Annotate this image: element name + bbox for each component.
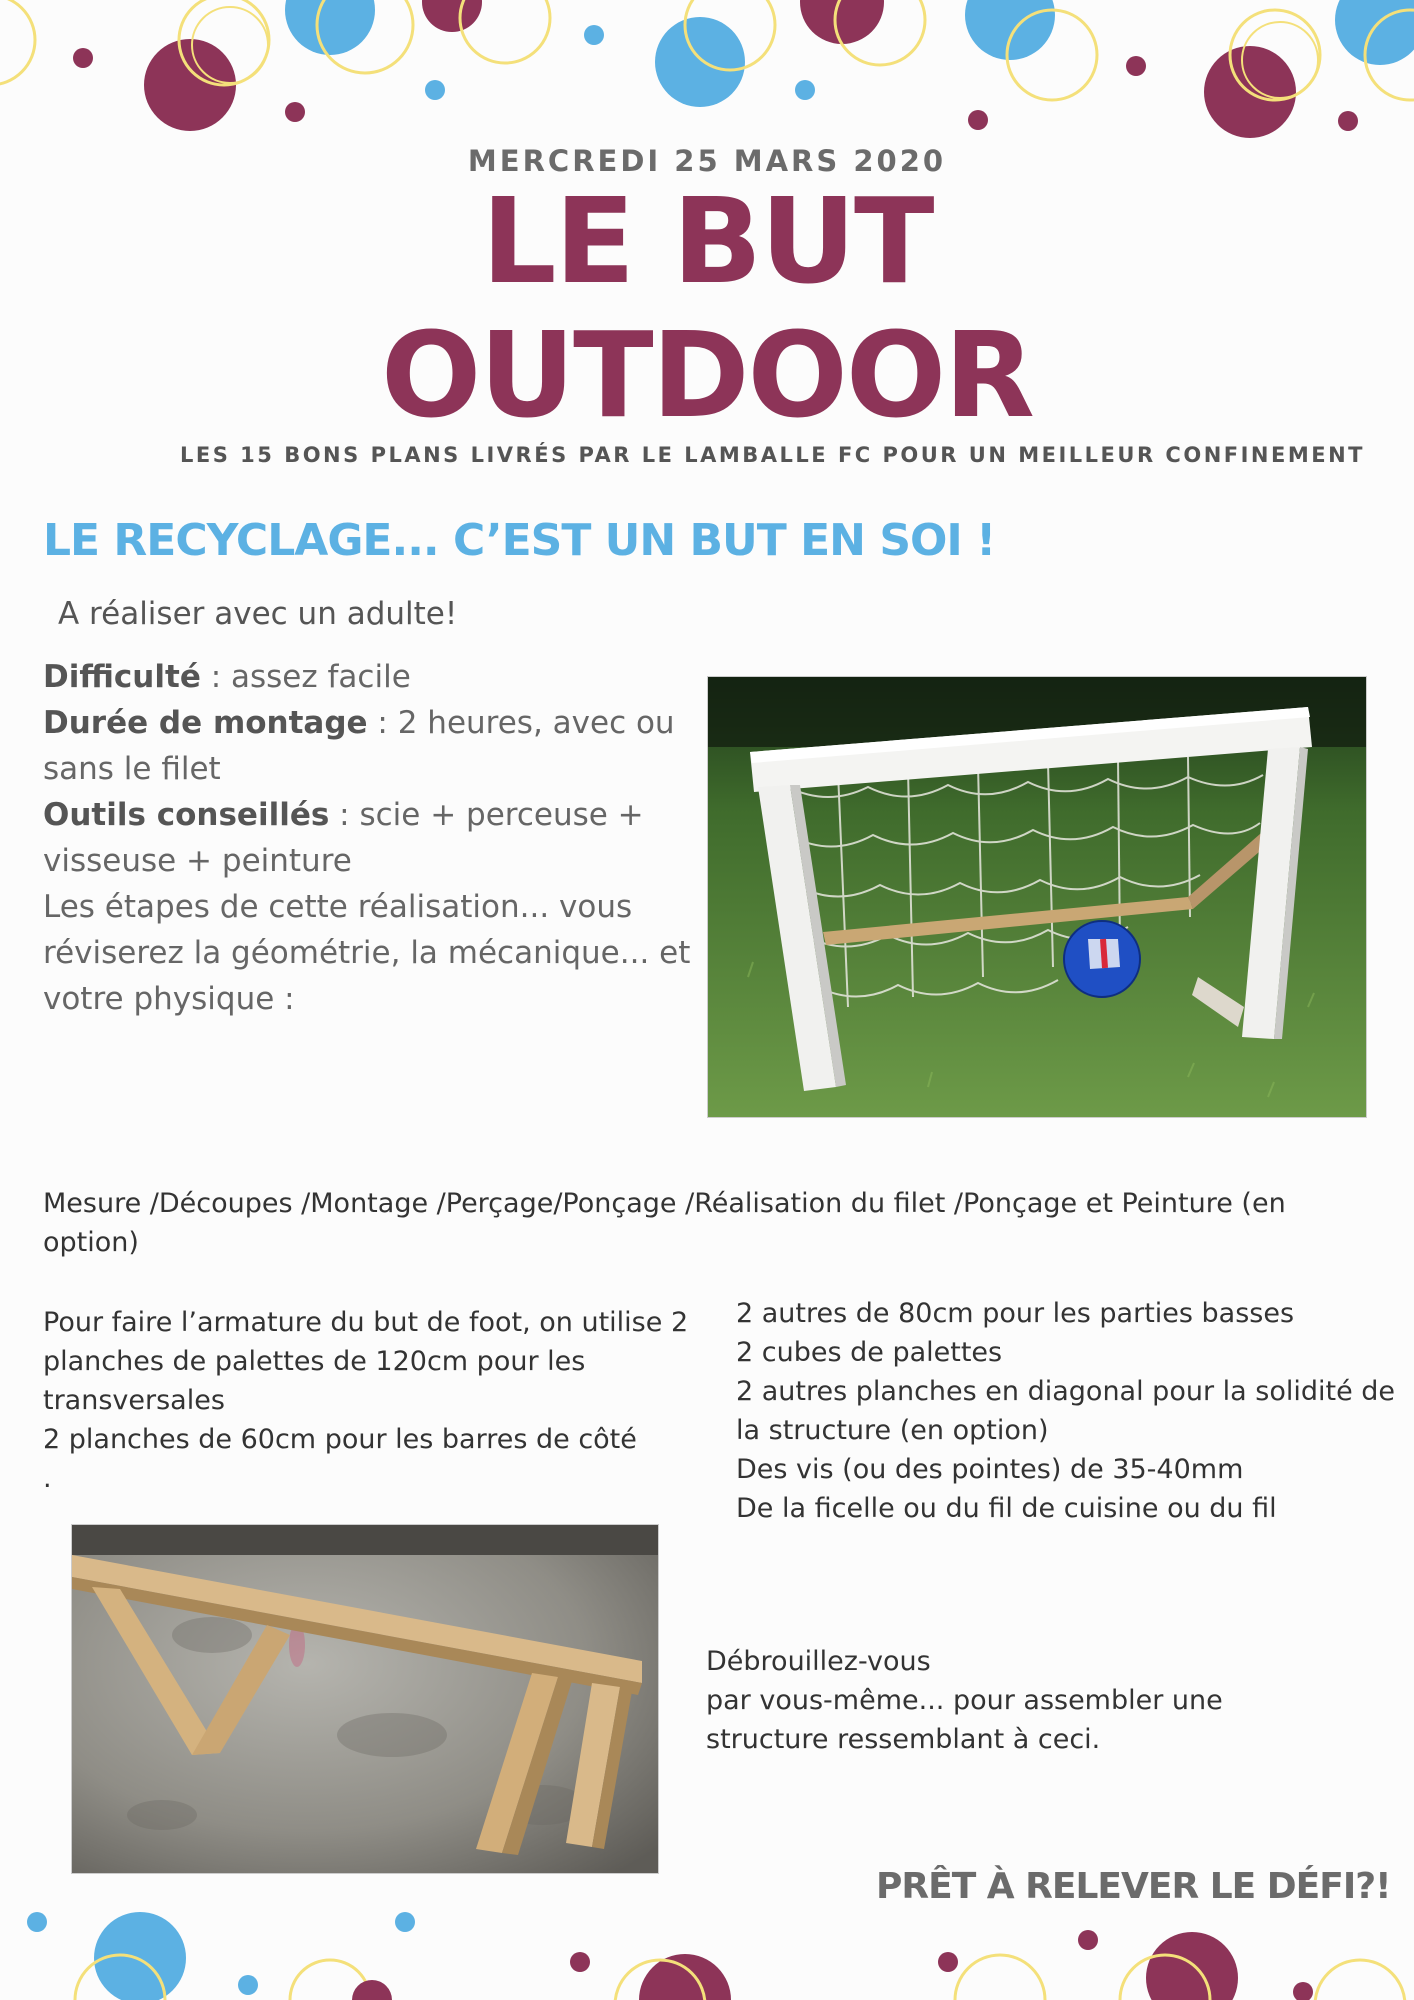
steps-intro: Les étapes de cette réalisation... vous réviserez la géométrie, la mécanique... et votre physique :	[43, 889, 691, 1017]
goal-photo	[707, 676, 1367, 1118]
materials-left	[43, 1303, 723, 1498]
material-item: Des vis (ou des pointes) de 35-40mm	[736, 1454, 1244, 1485]
call-to-action: PRÊT À RELEVER LE DÉFI?!	[876, 1866, 1391, 1907]
difficulty-value: : assez facile	[200, 659, 411, 695]
material-item: .	[43, 1463, 52, 1494]
intro-text: A réaliser avec un adulte!	[58, 596, 458, 632]
diy-text	[706, 1642, 1306, 1759]
tools-value: : scie + perceuse + visseuse + peinture	[43, 797, 644, 879]
material-item: 2 autres planches en diagonal pour la solidité de la structure (en option)	[736, 1376, 1396, 1446]
subtitle: LES 15 BONS PLANS LIVRÉS PAR LE LAMBALLE FC POUR UN MEILLEUR CONFINEMENT	[180, 443, 1365, 467]
event-date: MERCREDI 25 MARS 2020	[467, 144, 947, 178]
top-confetti-decoration	[0, 0, 1414, 160]
title-line-1: LE BUT	[481, 172, 933, 310]
tools-label: Outils conseillés	[43, 797, 330, 833]
material-item: 2 planches de 60cm pour les barres de côté	[43, 1424, 637, 1455]
title-line-2: OUTDOOR	[380, 306, 1034, 444]
material-item: Pour faire l’armature du but de foot, on utilise 2 planches de palettes de 120cm pour les transversales	[43, 1307, 689, 1416]
material-item: 2 cubes de palettes	[736, 1337, 1003, 1368]
wood-structure-photo	[71, 1524, 659, 1874]
duration-label: Durée de montage	[43, 705, 368, 741]
material-item: De la ficelle ou du fil de cuisine ou du fil	[736, 1493, 1277, 1524]
difficulty-label: Difficulté	[43, 659, 201, 695]
diy-line-1: Débrouillez-vous	[706, 1646, 931, 1677]
material-item: 2 autres de 80cm pour les parties basses	[736, 1298, 1295, 1329]
diy-line-2: par vous-même... pour assembler une structure ressemblant à ceci.	[706, 1685, 1223, 1755]
materials-right	[736, 1294, 1406, 1528]
steps-list: Mesure /Découpes /Montage /Perçage/Ponçage /Réalisation du filet /Ponçage et Peinture (en option)	[43, 1188, 1286, 1258]
specs-block	[43, 654, 703, 1022]
bottom-confetti-decoration	[0, 1840, 1414, 2000]
duration-value: : 2 heures, avec ou sans le filet	[43, 705, 675, 787]
section-heading: LE RECYCLAGE... C’EST UN BUT EN SOI !	[43, 515, 996, 566]
